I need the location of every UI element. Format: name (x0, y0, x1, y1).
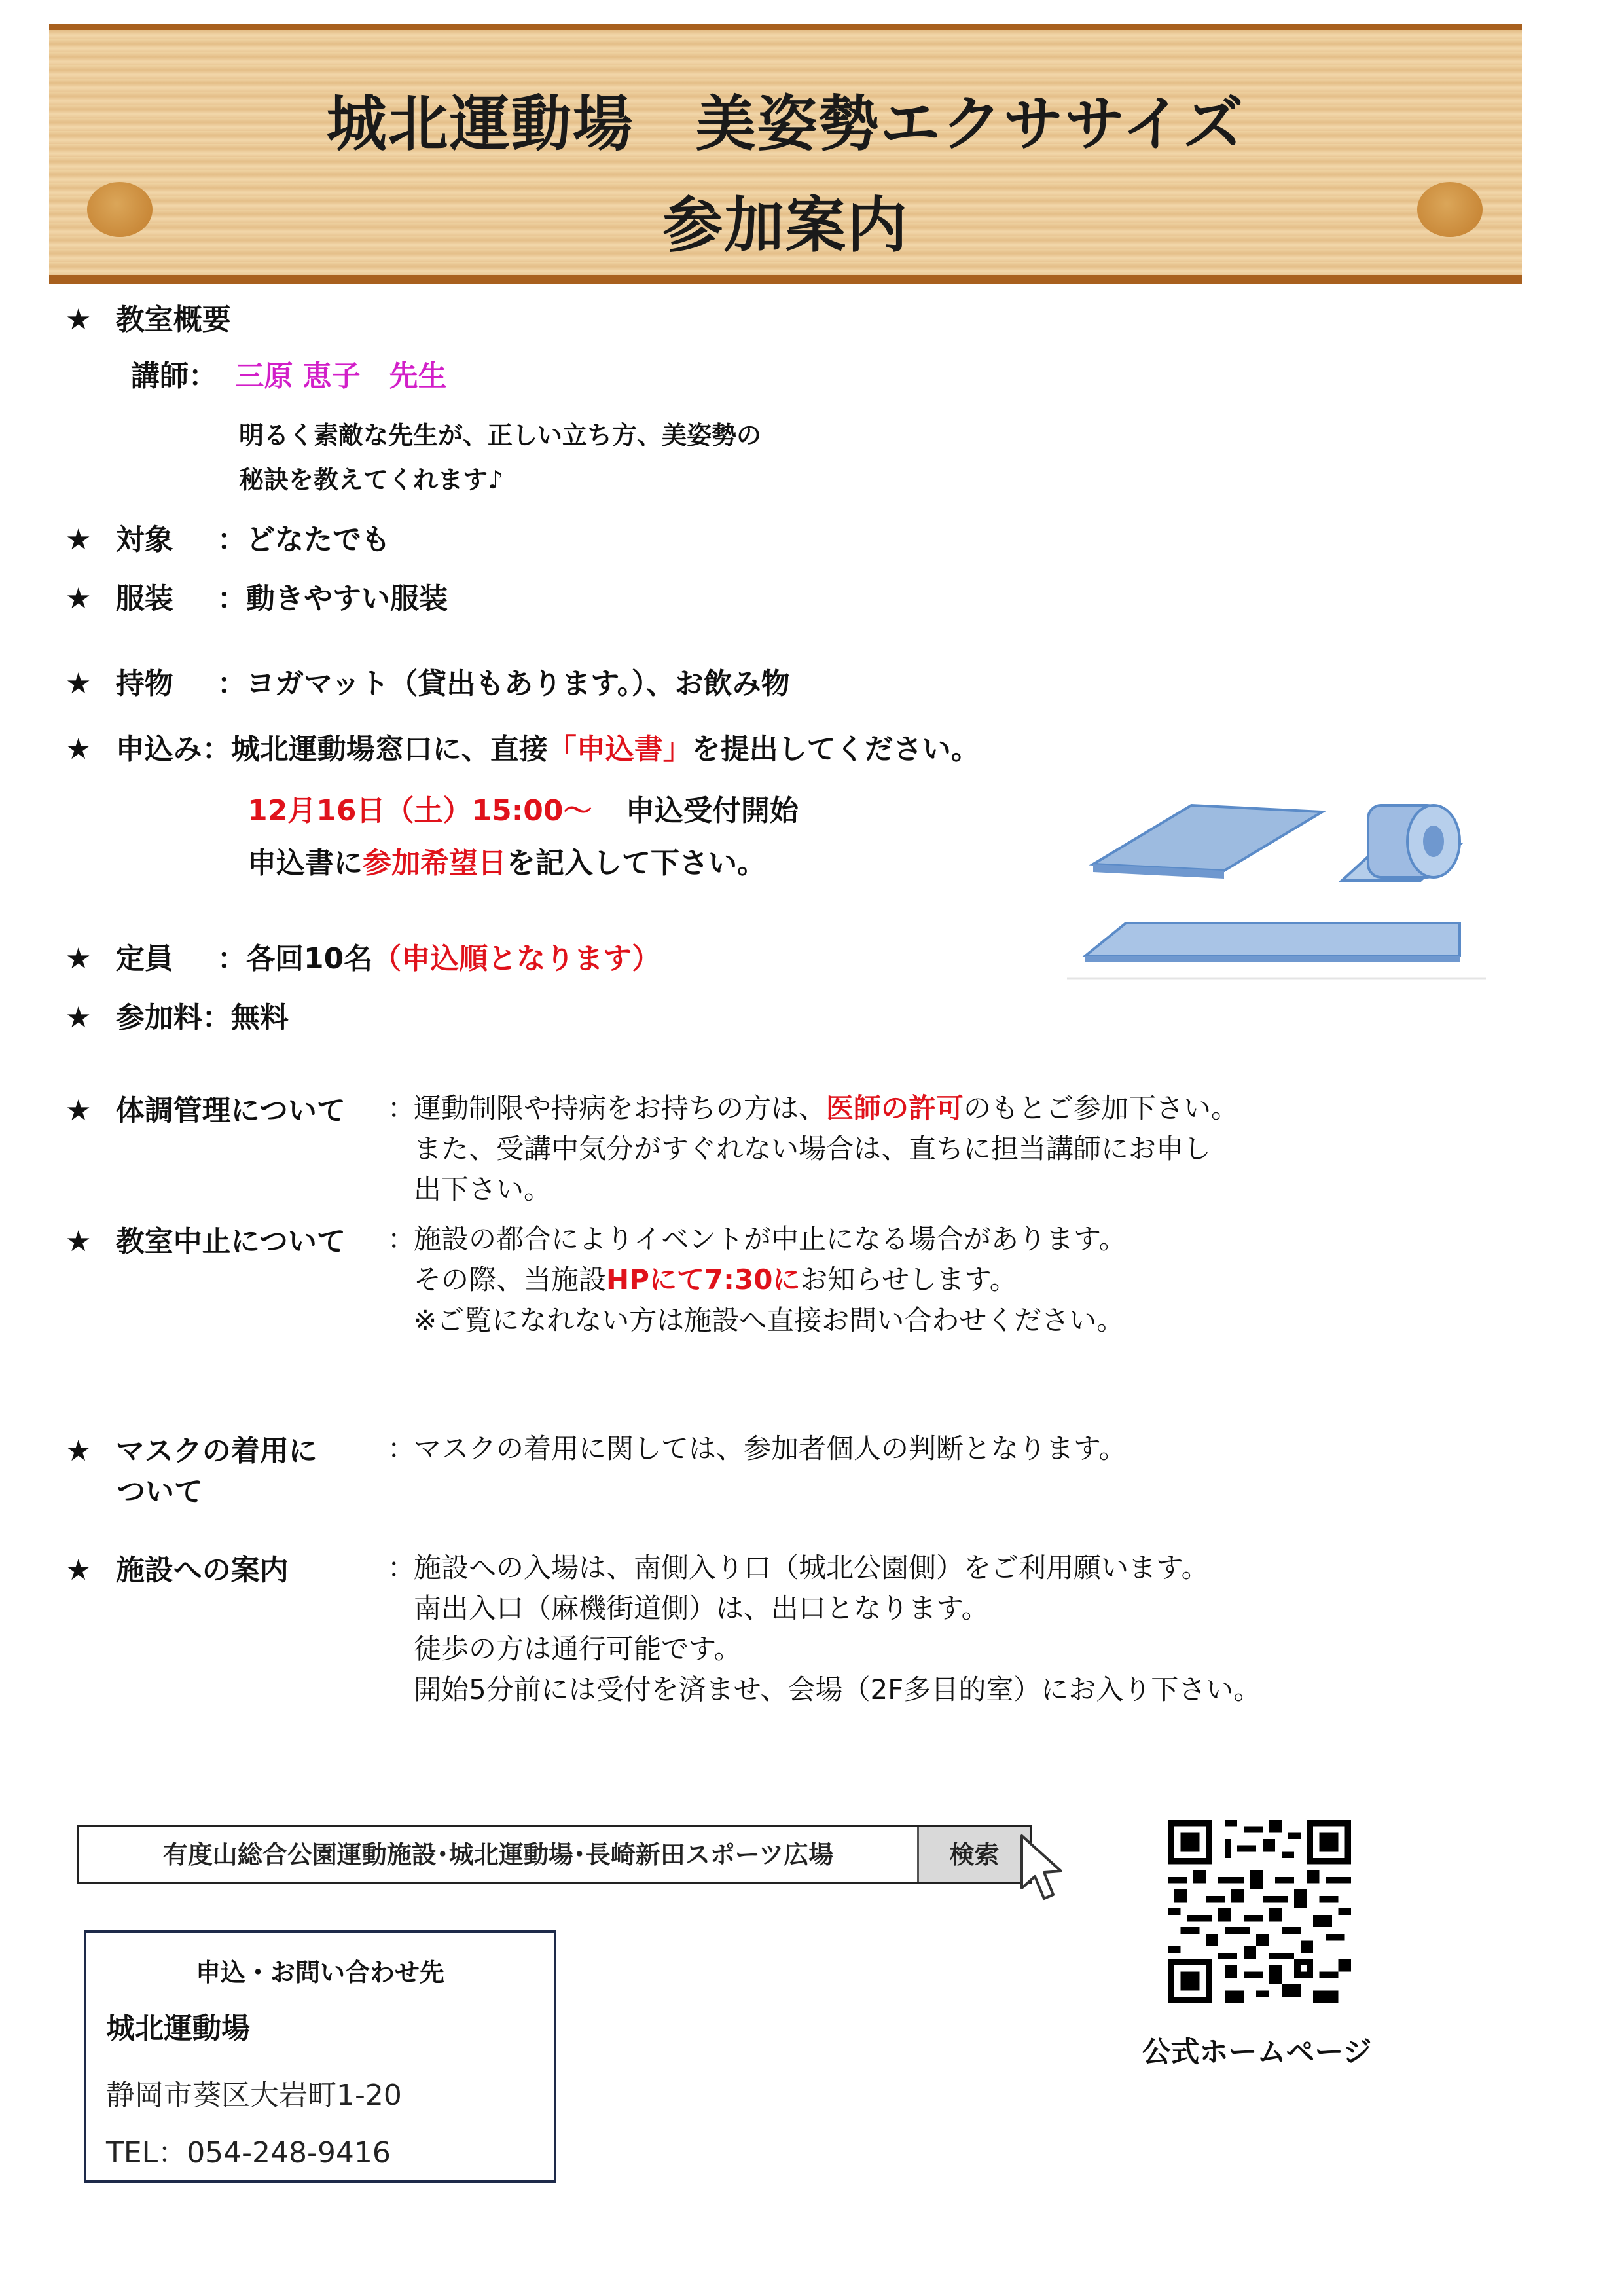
star-icon: ★ (65, 1434, 92, 1468)
access-label: 施設への案内 (115, 1554, 289, 1587)
clothing-label: 服装 (115, 582, 173, 615)
application-note-b: を記入して下さい。 (507, 847, 766, 880)
page-title: 城北運動場 美姿勢エクササイズ (326, 89, 1245, 159)
star-icon: ★ (65, 523, 92, 556)
contact-box (84, 1930, 556, 2183)
qr-code[interactable] (1168, 1820, 1351, 2003)
application-label: 申込み (115, 733, 202, 766)
fee-value: ：無料 (202, 1001, 289, 1034)
star-icon: ★ (65, 1225, 92, 1258)
overview-heading (65, 296, 231, 338)
search-input[interactable]: 有度山総合公園運動施設･城北運動場･長崎新田スポーツ広場 (162, 1840, 834, 1869)
health-line2: また、受講中気分がすぐれない場合は、直ちに担当講師にお申し (414, 1133, 1212, 1165)
belongings-row (65, 660, 790, 702)
application-note-row (247, 839, 766, 881)
fee-label: 参加料 (115, 1001, 202, 1034)
mask-label-line1: マスクの着用に (115, 1434, 317, 1468)
cancel-line2-b: お知らせします。 (800, 1264, 1017, 1296)
fee-row (65, 994, 289, 1036)
cancel-label: 教室中止について (115, 1225, 346, 1258)
health-line1-a: 運動制限や持病をお持ちの方は、 (414, 1092, 827, 1124)
health-line1-b: のもとご参加下さい。 (964, 1092, 1239, 1124)
clothing-value: ：動きやすい服装 (217, 582, 448, 615)
application-form-name: 「申込書」 (547, 733, 692, 766)
health-row (65, 1087, 346, 1129)
health-line3: 出下さい。 (414, 1173, 552, 1205)
target-label: 対象 (115, 523, 173, 556)
contact-address: 静岡市葵区大岩町1-20 (106, 2079, 402, 2112)
health-line1 (414, 1087, 1238, 1126)
yoga-mat-illustration (1067, 792, 1486, 982)
mouse-cursor-icon (1018, 1833, 1064, 1905)
application-start-label: 申込受付開始 (625, 794, 799, 828)
star-icon: ★ (65, 1554, 92, 1587)
application-value-end: を提出してください。 (691, 733, 980, 766)
star-icon: ★ (65, 582, 92, 615)
application-date-row (247, 787, 799, 829)
access-line2: 南出入口（麻機街道側）は、出口となります。 (414, 1592, 989, 1624)
cancel-row (65, 1218, 346, 1260)
health-colon: ： (388, 1092, 416, 1124)
cancel-hp-time: HPにて7:30に (606, 1264, 801, 1296)
cancel-line2 (414, 1258, 1017, 1298)
health-doctor-permission: 医師の許可 (826, 1092, 964, 1124)
cancel-colon: ： (388, 1223, 416, 1255)
belongings-value: ：ヨガマット（貸出もあります。）、お飲み物 (217, 667, 790, 701)
star-icon: ★ (65, 667, 92, 701)
search-bar (77, 1825, 1032, 1884)
capacity-note: （申込順となります） (372, 942, 661, 975)
application-note-date: 参加希望日 (363, 847, 507, 880)
contact-phone[interactable]: TEL：054-248-9416 (106, 2136, 391, 2170)
capacity-value: ：各回10名 (217, 942, 373, 975)
star-icon: ★ (65, 942, 92, 975)
contact-name: 城北運動場 (106, 2012, 250, 2045)
instructor-name: 三原 恵子 先生 (235, 359, 447, 393)
overview-label: 教室概要 (115, 303, 231, 337)
mask-label-line2: ついて (117, 1475, 203, 1508)
search-button[interactable]: 検索 (917, 1827, 1030, 1882)
clothing-row (65, 575, 448, 617)
access-line1: 施設への入場は、南側入り口（城北公園側）をご利用願います。 (414, 1552, 1209, 1584)
health-label: 体調管理について (115, 1094, 346, 1127)
target-value: ：どなたでも (217, 523, 390, 556)
overview-desc-line1: 明るく素敵な先生が、正しい立ち方、美姿勢の (239, 421, 762, 450)
application-value: ：城北運動場窓口に、直接 (202, 733, 548, 766)
overview-desc-line2: 秘訣を教えてくれます♪ (239, 465, 504, 494)
contact-heading: 申込・お問い合わせ先 (195, 1958, 444, 1987)
page-subtitle: 参加案内 (662, 191, 909, 261)
star-icon: ★ (65, 1094, 92, 1127)
instructor-label: 講師： (131, 359, 217, 393)
capacity-row (65, 935, 661, 977)
cancel-line3: ※ご覧になれない方は施設へ直接お問い合わせください。 (414, 1304, 1125, 1336)
qr-label: 公式ホームページ (1142, 2035, 1372, 2069)
access-row (65, 1546, 289, 1588)
capacity-value-wrap (217, 935, 660, 977)
star-icon: ★ (65, 733, 92, 766)
access-line4: 開始5分前には受付を済ませ、会場（2F多目的室）にお入り下さい。 (414, 1673, 1261, 1705)
belongings-label: 持物 (115, 667, 173, 701)
mask-colon: ： (388, 1432, 416, 1465)
mask-row (65, 1427, 317, 1469)
title-banner (49, 24, 1522, 284)
application-note-a: 申込書に (247, 847, 363, 880)
cancel-line1: 施設の都合によりイベントが中止になる場合があります。 (414, 1223, 1127, 1255)
star-icon: ★ (65, 303, 92, 337)
star-icon: ★ (65, 1001, 92, 1034)
application-row (65, 725, 980, 767)
access-line3: 徒歩の方は通行可能です。 (414, 1633, 742, 1665)
capacity-label: 定員 (115, 942, 173, 975)
access-colon: ： (388, 1552, 416, 1584)
target-row (65, 516, 390, 558)
mask-value: マスクの着用に関しては、参加者個人の判断となります。 (414, 1432, 1127, 1465)
instructor-row (131, 352, 447, 394)
cancel-line2-a: その際、当施設 (414, 1264, 607, 1296)
application-start-date: 12月16日（土）15:00～ (247, 794, 592, 828)
